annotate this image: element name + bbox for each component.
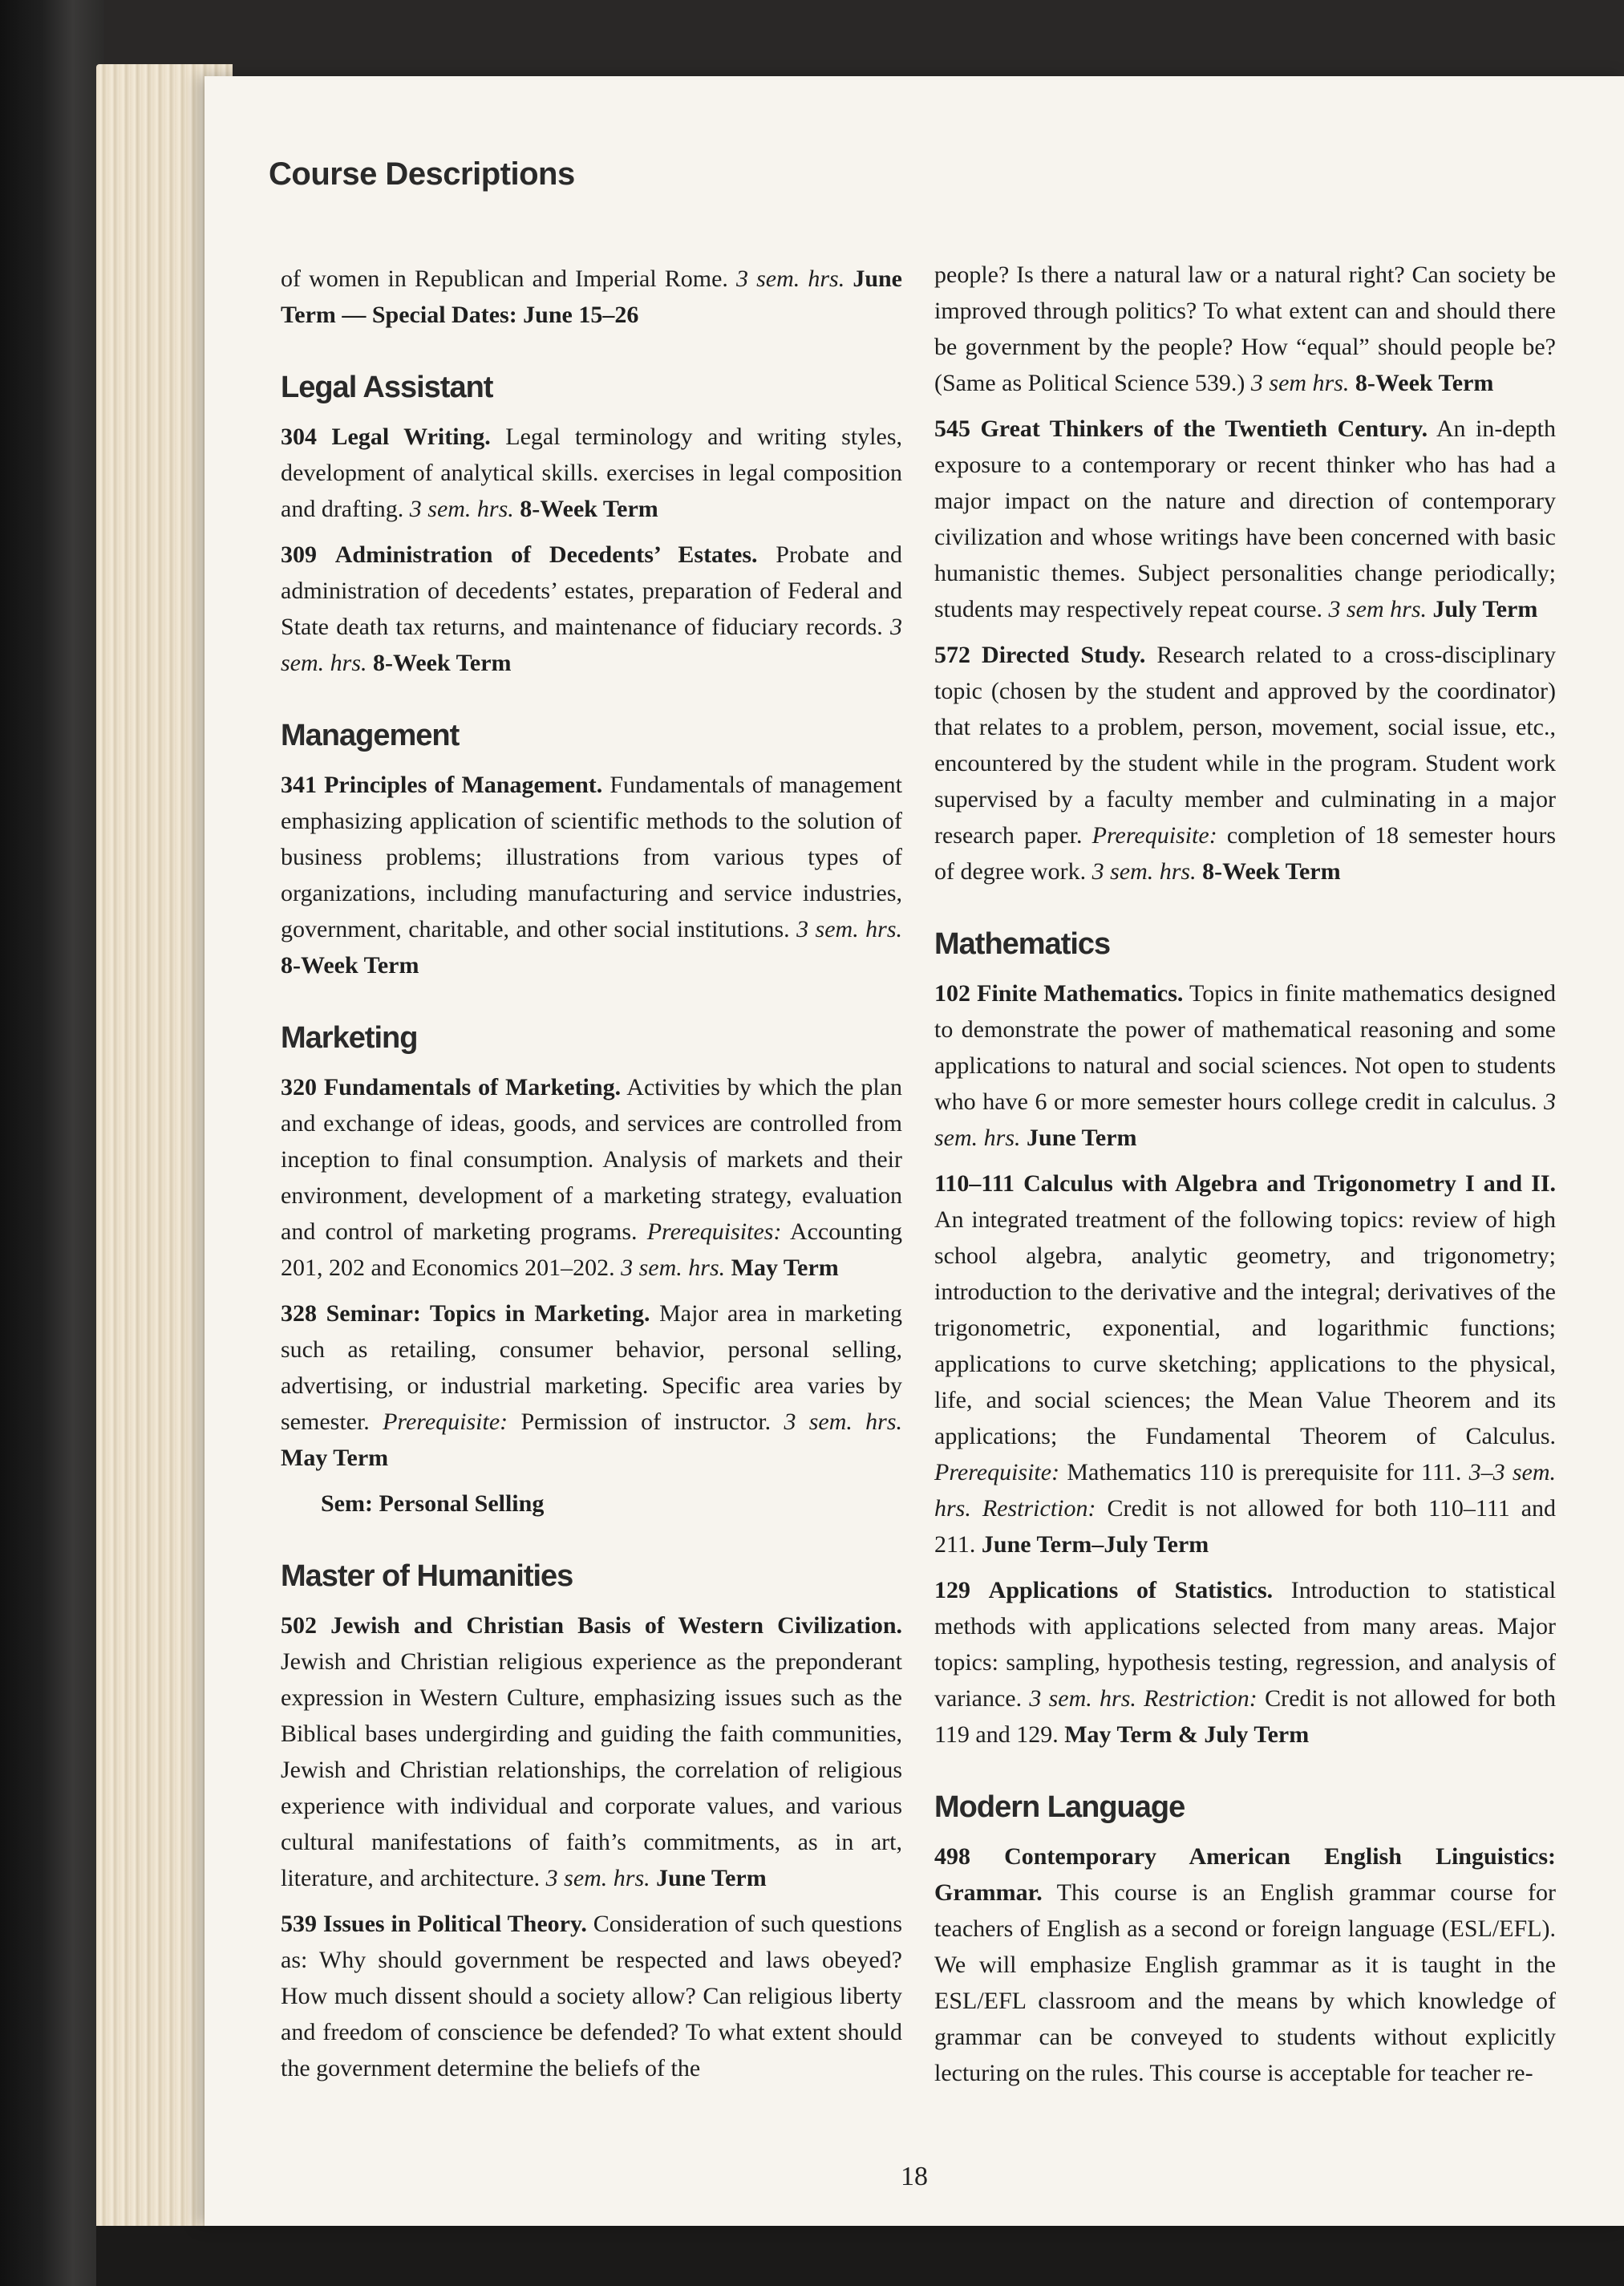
section-heading-legal-assistant: Legal Assistant	[281, 371, 493, 404]
course-entry-502: 502 Jewish and Christian Basis of Western Civilization. Jewish and Christian religious experience as the preponderant expression in Western Culture, emphasizing issues such as the Biblical bases undergirding and guiding the faith communities, Jewish and Christian relationships, the correlation of religious experience with individual and corporate values, and various cultural manifestations of faith’s commitments, as in art, literature, and architecture. 3 sem. hrs. June Term	[281, 1612, 902, 1891]
left-column	[281, 261, 902, 2096]
continued-entry: of women in Republican and Imperial Rome. 3 sem. hrs. June Term — Special Dates: June 15–26	[281, 265, 902, 328]
section-heading-marketing: Marketing	[281, 1021, 418, 1055]
section-heading-master-of-humanities: Master of Humanities	[281, 1559, 573, 1593]
term-label: June Term — Special Dates: June 15–26	[281, 265, 902, 328]
seminar-topic: Sem: Personal Selling	[321, 1490, 545, 1517]
section-heading-mathematics: Mathematics	[934, 927, 1111, 961]
course-entry-572: 572 Directed Study. Research related to a cross-disciplinary topic (chosen by the student and approved by the coordinator) that relates to a problem, person, movement, social issue, etc., encountered by the student while in the program. Student work supervised by a faculty member and culminating in a major research paper. Prerequisite: completion of 18 semester hours of degree work. 3 sem. hrs. 8-Week Term	[934, 642, 1557, 885]
catalog-page	[205, 76, 1624, 2226]
course-entry-328: 328 Seminar: Topics in Marketing. Major area in marketing such as retailing, consumer behavior, personal selling, advertising, or industrial marketing. Specific area varies by semester. Prerequisite: Permission of instructor. 3 sem. hrs. May Term	[281, 1300, 903, 1471]
running-head: Course Descriptions	[269, 156, 575, 192]
course-entry-498: 498 Contemporary American English Linguistics: Grammar. This course is an English grammar course for teachers of English as a second or foreign language (ESL/EFL). We will emphasize English grammar as it is taught in the ESL/EFL classroom and the means by which knowledge of grammar can be conveyed to students without explicitly lecturing on the rules. This course is acceptable for teacher re-	[934, 1843, 1556, 2086]
course-entry-110-111: 110–111 Calculus with Algebra and Trigonometry I and II. An integrated treatment of the following topics: review of high school algebra, analytic geometry, and trigonometry; introduction to the derivative and the integral; derivatives of the trigonometric, exponential, and logarithmic functions; applications to curve sketching; applications to the physical, life, and social sciences; the Mean Value Theorem and its applications; the Fundamental Theorem of Calculus. Prerequisite: Mathematics 110 is prerequisite for 111. 3–3 sem. hrs. Restriction: Credit is not allowed for both 110–111 and 211. June Term–July Term	[934, 1170, 1557, 1558]
right-column	[934, 257, 1556, 2101]
course-entry-304: 304 Legal Writing. Legal terminology and writing styles, development of analytical skills. exercises in legal composition and drafting. 3 sem. hrs. 8-Week Term	[281, 424, 902, 522]
book-cover-edge	[0, 0, 104, 2286]
section-heading-management: Management	[281, 719, 460, 752]
course-entry-341: 341 Principles of Management. Fundamentals of management emphasizing application of scientific methods to the solution of business problems; illustrations from various types of organizations, including manufacturing and service industries, government, charitable, and other social institutions. 3 sem. hrs. 8-Week Term	[281, 772, 903, 979]
section-heading-modern-language: Modern Language	[934, 1790, 1185, 1824]
course-entry-102: 102 Finite Mathematics. Topics in finite mathematics designed to demonstrate the power of mathematical reasoning and some applications to natural and social sciences. Not open to students who have 6 or more semester hours college credit in calculus. 3 sem. hrs. June Term	[934, 980, 1557, 1151]
course-entry-545: 545 Great Thinkers of the Twentieth Century. An in-depth exposure to a contemporary or recent thinker who has had a major impact on the nature and direction of contemporary civilization and whose writings have been concerned with basic humanistic themes. Subject personalities change periodically; students may respectively repeat course. 3 sem hrs. July Term	[934, 415, 1556, 622]
course-entry-539-continued: people? Is there a natural law or a natural right? Can society be improved through politics? To what extent can and should there be government by the people? How “equal” should people be? (Same as Political Science 539.) 3 sem hrs. 8-Week Term	[934, 261, 1556, 396]
course-entry-539: 539 Issues in Political Theory. Consideration of such questions as: Why should government be respected and laws obeyed? How much dissent should a society allow? Can religious liberty and freedom of conscience be defended? To what extent should the government determine the beliefs of the	[281, 1911, 903, 2081]
page-number: 18	[901, 2162, 928, 2191]
course-entry-320: 320 Fundamentals of Marketing. Activities by which the plan and exchange of ideas, goods, and services are controlled from inception to final consumption. Analysis of markets and their environment, development of a marketing strategy, evaluation and control of marketing programs. Prerequisites: Accounting 201, 202 and Economics 201–202. 3 sem. hrs. May Term	[281, 1074, 902, 1281]
bottom-shadow	[96, 2226, 1624, 2286]
course-entry-129: 129 Applications of Statistics. Introduction to statistical methods with applications selected from many areas. Major topics: sampling, hypothesis testing, regression, and analysis of variance. 3 sem. hrs. Restriction: Credit is not allowed for both 119 and 129. May Term & July Term	[934, 1577, 1557, 1748]
course-entry-309: 309 Administration of Decedents’ Estates. Probate and administration of decedents’ estates, preparation of Federal and State death tax returns, and maintenance of fiduciary records. 3 sem. hrs. 8-Week Term	[281, 541, 902, 676]
